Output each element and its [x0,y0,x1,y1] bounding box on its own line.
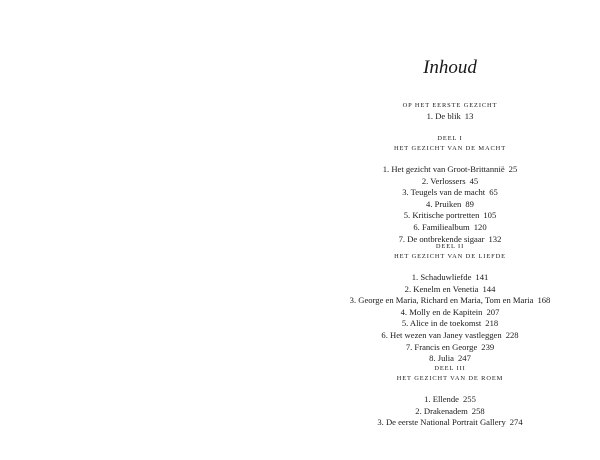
toc-section-part-3 [300,364,600,429]
section-heading: OP HET EERSTE GEZICHT [402,102,498,109]
entry-label: 6. Familiealbum [413,221,470,232]
entry-label: 4. Molly en de Kapitein [400,306,483,317]
entry-page: 120 [473,221,487,232]
entry-page: 255 [462,394,476,404]
entry-label: 1. Het gezicht van Groot-Brittannië [382,164,505,174]
part-heading: HET GEZICHT VAN DE LIEFDE [394,253,506,260]
entry-label: 2. Drakenadem [415,405,468,416]
part-heading: HET GEZICHT VAN DE MACHT [393,145,506,152]
entry-label: 6. Het wezen van Janey vastleggen [381,329,502,340]
entry-page: 258 [471,405,485,416]
toc-entry [300,342,600,354]
spacer [300,384,600,394]
toc-entry [300,394,600,406]
entry-label: 1. Schaduwliefde [411,272,472,282]
part-label: DEEL I [437,135,463,142]
entry-page: 65 [489,187,498,198]
entry-label: 7. De ontbrekende sigaar [398,233,485,244]
entry-page: 105 [483,210,497,221]
toc-entry [300,164,600,176]
toc-entry [300,406,600,418]
table-of-contents-page [300,0,600,460]
toc-entry [300,318,600,330]
toc-section-intro [300,101,600,123]
entry-page: 247 [457,353,471,364]
toc-section-part-2 [300,242,600,365]
toc-section-part-1 [300,134,600,245]
toc-entry [300,295,600,307]
toc-entry [300,284,600,296]
entry-label: 3. De eerste National Portrait Gallery [377,417,506,428]
page-title: Inhoud [423,57,477,78]
entry-page: 228 [505,329,519,340]
entry-page: 239 [481,341,495,352]
entry-page: 132 [488,233,502,244]
toc-entry [300,353,600,365]
toc-entry [300,222,600,234]
toc-entry [300,272,600,284]
entry-label: 8. Julia [429,353,454,364]
entry-page: 168 [537,295,551,306]
toc-entry [300,199,600,211]
toc-entry [300,307,600,319]
entry-label: 2. Verlossers [421,175,466,186]
entry-label: 3. George en Maria, Richard en Maria, Tom en Maria [349,295,534,306]
entry-page: 25 [508,164,518,174]
entry-label: 5. Kritische portretten [403,210,480,221]
entry-label: 1. Ellende [424,394,459,404]
entry-page: 89 [465,198,474,209]
entry-label: 5. Alice in de toekomst [401,318,482,329]
part-label: DEEL III [434,365,466,372]
entry-page: 144 [482,283,496,294]
entry-label: 2. Kenelm en Venetia [404,283,479,294]
part-label: DEEL II [435,243,465,250]
entry-label: 1. De blik [426,111,461,121]
entry-page: 141 [475,272,489,282]
toc-entry [300,330,600,342]
toc-entry [300,111,600,123]
entry-page: 45 [469,175,479,186]
spacer [300,262,600,272]
spacer [300,154,600,164]
entry-page: 274 [509,417,523,428]
entry-page: 218 [485,318,499,329]
entry-label: 3. Teugels van de macht [402,187,486,198]
toc-entry [300,210,600,222]
entry-label: 7. Francis en George [405,341,478,352]
entry-label: 4. Pruiken [426,198,462,209]
toc-entry [300,417,600,429]
toc-entry [300,176,600,188]
entry-page: 13 [464,111,474,121]
part-heading: HET GEZICHT VAN DE ROEM [396,375,504,382]
toc-entry [300,187,600,199]
entry-page: 207 [486,306,500,317]
